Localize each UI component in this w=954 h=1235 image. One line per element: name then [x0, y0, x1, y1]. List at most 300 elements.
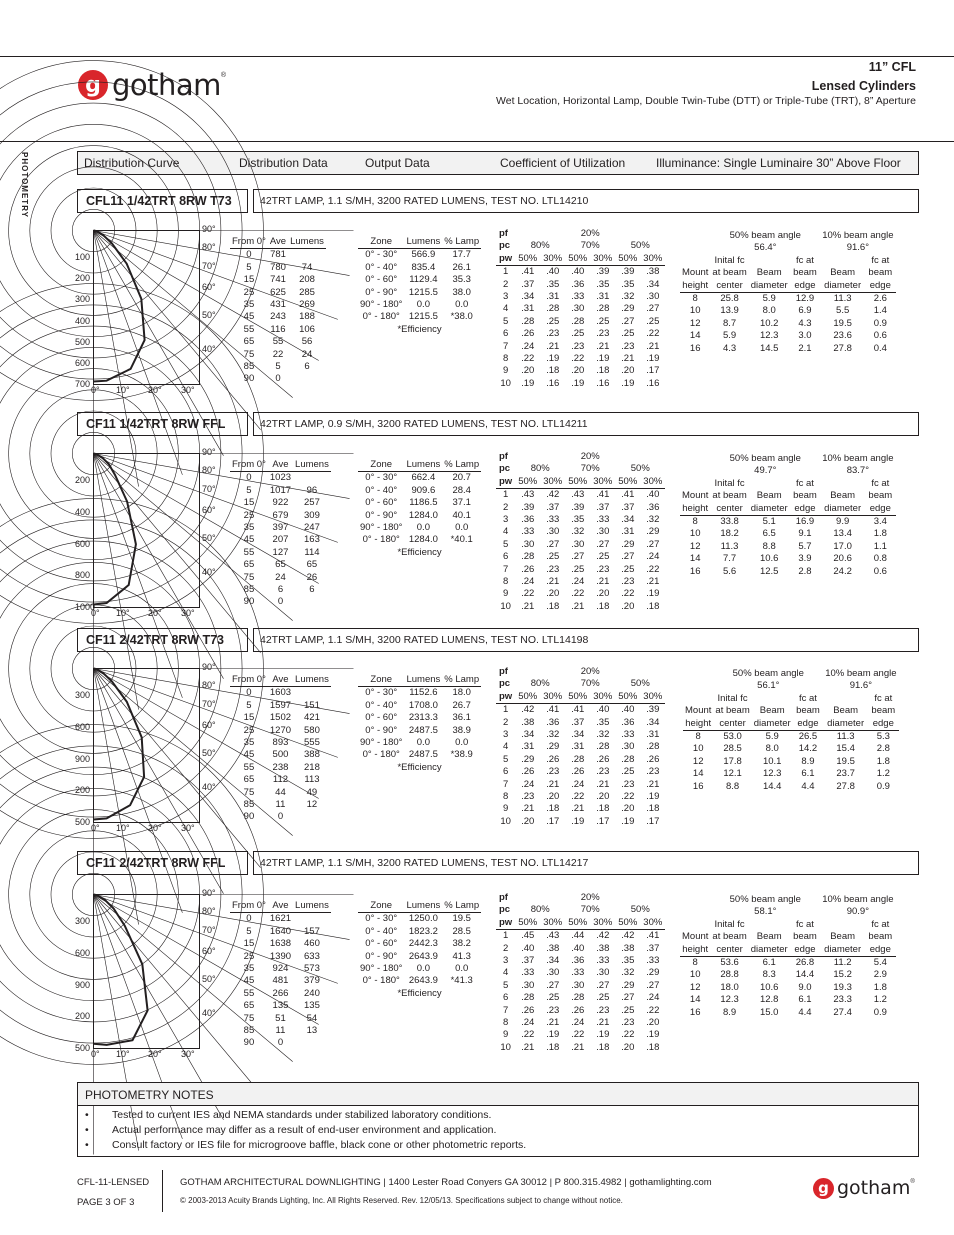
dist-cell: 44 [275, 786, 286, 798]
illum-cell: 5.4 [873, 957, 887, 969]
illum-cell: 4.3 [798, 317, 812, 329]
illum-cell: 25.8 [720, 293, 739, 305]
cu-cell: .41 [571, 704, 585, 716]
output-cell: 38.9 [452, 724, 471, 736]
table-row [230, 336, 326, 348]
table-row [230, 975, 331, 987]
illum-header: edge [790, 280, 821, 293]
dist-cell: 6 [304, 361, 310, 373]
cu-cell: .16 [596, 377, 610, 389]
cu-cell: 1 [502, 266, 509, 278]
table-row [680, 330, 896, 342]
dist-cell: 114 [304, 546, 320, 558]
dist-cell: 55 [272, 336, 284, 348]
curve-frame [94, 454, 200, 608]
cu-pc-value: 50% [630, 678, 650, 690]
cu-cell: .26 [596, 753, 610, 765]
dist-cell: 56 [301, 336, 313, 348]
output-cell: 18.0 [452, 687, 471, 699]
illum-header: at beam [715, 705, 750, 717]
cu-pw-value: 30% [640, 917, 665, 930]
cu-cell: .21 [546, 340, 560, 352]
cu-cell: .25 [621, 1004, 635, 1016]
dist-cell: 55 [243, 546, 255, 558]
illum-cell: 0.4 [873, 342, 887, 354]
cu-pc-value: 70% [580, 463, 600, 475]
illum-header: edge [865, 503, 895, 516]
table-row [230, 988, 331, 1000]
section-test-description: 42TRT LAMP, 1.1 S/MH, 3200 RATED LUMENS, TEST NO. LTL14198 [253, 628, 919, 652]
illum-cell: 14.5 [759, 342, 779, 354]
dist-cell: 1597 [269, 699, 292, 711]
illum-cell: 53.0 [723, 731, 742, 743]
output-cell: 0° - 60° [365, 497, 398, 509]
output-cell: 0.0 [455, 737, 469, 749]
cu-cell: .21 [646, 576, 660, 588]
curve-bottom-angle-label: 0° [91, 1049, 100, 1059]
illum-cell: 6.9 [798, 305, 812, 317]
cu-cell: .19 [646, 353, 660, 365]
cu-cell: 8 [502, 576, 509, 588]
cu-pc-value: 80% [530, 463, 550, 475]
dist-cell: 85 [243, 584, 255, 596]
output-cell: 0° - 40° [365, 699, 398, 711]
illum-header: at beam [712, 490, 747, 502]
illum-cell: 15.2 [833, 969, 852, 981]
cu-cell: .26 [521, 328, 535, 340]
tab-distribution-data[interactable]: Distribution Data [239, 156, 328, 170]
cu-cell: .37 [521, 955, 535, 967]
output-cell: 0° - 30° [365, 249, 398, 261]
output-cell: 17.7 [452, 249, 471, 261]
tab-distribution-curve[interactable]: Distribution Curve [84, 156, 180, 170]
cu-cell: .45 [521, 930, 535, 942]
cu-cell: .18 [596, 600, 610, 612]
illum-cell: 0.9 [873, 1006, 887, 1018]
dist-cell: 65 [243, 336, 255, 348]
curve-radial-label: 200 [75, 785, 91, 795]
table-row [496, 303, 665, 315]
distribution-curve [75, 888, 216, 1059]
cu-cell: 3 [502, 729, 509, 741]
cu-cell: 2 [502, 278, 509, 290]
beam10-value: 91.6° [846, 242, 869, 254]
illum-cell: 13.4 [833, 528, 852, 540]
cu-cell: .30 [646, 291, 660, 303]
cu-cell: 4 [502, 741, 509, 753]
cu-cell: .24 [521, 1017, 535, 1029]
cu-cell: .28 [546, 303, 560, 315]
illum-cell: 8.9 [801, 755, 815, 767]
cu-cell: .37 [521, 278, 535, 290]
table-row [230, 700, 331, 712]
output-cell: 2487.5 [408, 749, 438, 761]
cu-cell: .23 [546, 766, 560, 778]
dist-header: Lumens [295, 674, 329, 685]
cu-cell: .37 [596, 501, 610, 513]
curve-angle-label: 50° [202, 533, 216, 543]
curve-angle-label: 90° [202, 888, 216, 898]
cu-cell: .26 [646, 753, 660, 765]
table-row [496, 1005, 665, 1017]
illum-header: fc at [795, 254, 814, 266]
cu-cell: .38 [546, 942, 560, 954]
output-cell: 0° - 90° [365, 509, 398, 521]
cu-pc-value: 70% [580, 240, 600, 252]
table-row [358, 249, 481, 262]
cu-cell: .20 [521, 365, 535, 377]
curve-radial-label: 700 [75, 379, 91, 389]
table-row [230, 951, 331, 963]
curve-radial-label: 300 [75, 294, 91, 304]
table-row [230, 361, 326, 373]
cu-cell: .18 [596, 803, 610, 815]
table-row [683, 743, 899, 755]
illum-header: diameter [820, 503, 865, 516]
illum-header: Beam [759, 705, 785, 717]
cu-cell: .40 [596, 704, 610, 716]
illum-cell: 8.8 [725, 780, 740, 792]
cu-cell: .18 [646, 1041, 660, 1053]
illum-header: fc at [871, 477, 890, 489]
illum-cell: 26.8 [795, 957, 815, 969]
cu-cell: .33 [596, 514, 610, 526]
illum-cell: 12.9 [795, 293, 815, 305]
curve-bottom-angle-label: 0° [91, 823, 100, 833]
cu-cell: .23 [646, 766, 660, 778]
output-header: Zone [358, 236, 404, 249]
cu-cell: .19 [646, 588, 660, 600]
dist-cell: 151 [304, 699, 320, 711]
illum-header: Inital fc [714, 477, 745, 489]
distribution-data-table [230, 674, 331, 824]
cu-cell: .33 [521, 526, 535, 538]
cu-cell: 5 [502, 753, 509, 765]
cu-cell: .39 [521, 501, 535, 513]
dist-cell: 15 [243, 274, 255, 286]
dist-cell: 5 [246, 484, 252, 496]
curve-radial-label: 200 [75, 1011, 91, 1021]
dist-cell: 633 [304, 950, 320, 962]
cu-cell: .18 [646, 803, 660, 815]
output-cell: 1186.5 [409, 497, 438, 509]
cu-pw-value: 50% [515, 476, 540, 489]
dist-cell: 266 [272, 987, 289, 999]
cu-pw-value: 50% [515, 691, 540, 704]
cu-cell: .28 [571, 753, 585, 765]
illum-cell: 12 [692, 755, 704, 767]
cu-cell: .32 [621, 967, 635, 979]
illum-header: diameter [750, 502, 788, 514]
cu-cell: 5 [502, 538, 509, 550]
table-row [496, 766, 665, 778]
cu-cell: .35 [546, 278, 560, 290]
illum-cell: 2.6 [873, 293, 887, 305]
output-cell: *38.0 [450, 311, 473, 323]
cu-pw-value: 30% [640, 476, 665, 489]
cu-pw-value: 30% [540, 253, 565, 266]
output-cell: 1284.0 [408, 534, 438, 546]
table-row [230, 1013, 331, 1025]
dist-cell: 54 [306, 1012, 318, 1024]
output-cell: 36.1 [452, 712, 471, 724]
illum-cell: 12.5 [759, 565, 779, 577]
illuminance-table [680, 453, 896, 578]
illum-cell: 4.4 [801, 780, 815, 792]
illum-cell: 17.8 [723, 755, 742, 767]
curve-angle-label: 80° [202, 680, 216, 690]
cu-cell: .33 [571, 967, 585, 979]
table-row [230, 522, 331, 534]
dist-cell: 106 [299, 323, 315, 335]
illum-cell: 4.3 [722, 342, 737, 354]
illum-cell: 10 [689, 305, 701, 317]
dist-header: Ave [268, 674, 293, 687]
illum-cell: 23.7 [836, 768, 855, 780]
cu-pw-label: pw [496, 917, 515, 930]
illum-header: Beam [756, 931, 782, 943]
dist-cell: 388 [304, 749, 320, 761]
illum-cell: 27.4 [833, 1006, 852, 1018]
illum-header: height [683, 718, 713, 731]
cu-cell: 1 [502, 930, 509, 942]
cu-cell: .19 [571, 377, 585, 389]
beam10-value: 91.6° [849, 680, 872, 692]
table-row [496, 564, 665, 576]
dist-cell: 1638 [269, 938, 292, 950]
illum-cell: 8.7 [722, 317, 737, 329]
cu-cell: .44 [571, 930, 585, 942]
illum-cell: 8 [692, 293, 698, 305]
cu-cell: .24 [646, 992, 660, 1004]
table-row [496, 502, 665, 514]
table-row [496, 967, 665, 979]
cu-cell: .30 [546, 526, 560, 538]
output-cell: 41.3 [452, 950, 471, 962]
dist-cell: 247 [304, 522, 320, 534]
illum-header: fc at [871, 254, 890, 266]
cu-cell: .26 [546, 753, 560, 765]
dist-cell: 75 [243, 348, 255, 360]
beam50-label: 50% beam angle [729, 894, 801, 905]
cu-cell: 9 [502, 588, 509, 600]
curve-angle-label: 40° [202, 344, 216, 354]
illum-cell: 14 [692, 768, 704, 780]
illuminance-table [680, 894, 896, 1019]
curve-bottom-angle-label: 20° [148, 608, 162, 618]
cu-pc-value: 80% [530, 678, 550, 690]
illum-cell: 14 [689, 994, 701, 1006]
illum-header [749, 919, 790, 931]
table-row [496, 526, 665, 538]
cu-cell: .31 [621, 526, 635, 538]
cu-cell: 7 [502, 563, 509, 575]
cu-cell: .24 [521, 576, 535, 588]
illum-cell: 16 [689, 342, 701, 354]
cu-cell: .19 [546, 353, 560, 365]
table-row [680, 516, 896, 529]
illum-cell: 15.0 [759, 1006, 779, 1018]
cu-cell: .21 [546, 576, 560, 588]
curve-angle-label: 90° [202, 662, 216, 672]
illum-cell: 8.3 [762, 969, 776, 981]
cu-pw-value: 50% [565, 253, 590, 266]
dist-cell: 208 [299, 274, 315, 286]
cu-cell: .40 [621, 704, 635, 716]
cu-cell: .27 [546, 979, 560, 991]
table-row [496, 514, 665, 526]
dist-cell: 12 [306, 799, 318, 811]
cu-cell: .36 [571, 278, 585, 290]
dist-cell: 55 [243, 323, 255, 335]
tab-illuminance[interactable]: Illuminance: Single Luminaire 30” Above Floor [656, 156, 901, 170]
curve-radial-label: 500 [75, 337, 91, 347]
illum-cell: 14 [689, 553, 701, 565]
cu-cell: .28 [571, 992, 585, 1004]
tab-output-data[interactable]: Output Data [365, 156, 430, 170]
cu-cell: .43 [571, 489, 585, 501]
output-cell: 0° - 90° [365, 724, 398, 736]
output-cell: *38.9 [450, 749, 473, 761]
cu-cell: .16 [646, 377, 660, 389]
illum-cell: 8.8 [762, 540, 776, 552]
cu-cell: .39 [596, 266, 610, 278]
output-cell: 0° - 30° [365, 913, 398, 925]
table-row [680, 957, 896, 970]
output-cell: 20.7 [452, 472, 471, 484]
product-title-size: 11” CFL [868, 60, 916, 74]
dist-cell: 431 [270, 299, 286, 311]
cu-pw-value: 30% [640, 253, 665, 266]
photometry-tab-bar [77, 151, 919, 175]
output-cell: 0.0 [455, 522, 469, 534]
cu-cell: 10 [500, 600, 511, 612]
footer-brand-name: gotham [837, 1177, 911, 1199]
dist-cell: 379 [304, 975, 320, 987]
illum-cell: 5.1 [762, 516, 776, 528]
table-row [230, 913, 331, 926]
table-row [358, 274, 481, 286]
cu-cell: .19 [596, 1029, 610, 1041]
curve-radial-label: 900 [75, 980, 91, 990]
cu-cell: .40 [571, 266, 585, 278]
cu-pw-value: 50% [615, 476, 640, 489]
cu-cell: .24 [521, 778, 535, 790]
illum-cell: 3.4 [873, 516, 887, 528]
table-row [496, 930, 665, 943]
dist-cell: 51 [275, 1012, 286, 1024]
cu-pw-value: 30% [540, 476, 565, 489]
cu-cell: .23 [621, 1017, 635, 1029]
curve-angle-label: 70° [202, 484, 216, 494]
illum-header: edge [793, 718, 824, 731]
illum-header: fc at [874, 692, 893, 704]
cu-pf-value: 20% [580, 892, 600, 903]
cu-cell: .32 [571, 526, 585, 538]
cu-pf-label: pf [499, 892, 508, 903]
table-row [496, 1042, 665, 1054]
cu-cell: .41 [546, 704, 560, 716]
output-cell: 0.0 [416, 963, 430, 975]
illum-cell: 0.8 [873, 553, 887, 565]
table-row [230, 687, 331, 700]
table-row [496, 489, 665, 502]
cu-cell: .26 [521, 563, 535, 575]
photometry-notes-heading: PHOTOMETRY NOTES [77, 1082, 919, 1106]
cu-cell: .39 [621, 266, 635, 278]
dist-cell: 25 [243, 509, 255, 521]
cu-cell: .26 [521, 1004, 535, 1016]
curve-bottom-angle-label: 20° [148, 1049, 162, 1059]
footer-registered-mark: ® [910, 1179, 915, 1185]
cu-cell: .17 [646, 815, 660, 827]
footer-gotham-logo [813, 1177, 915, 1199]
illum-cell: 17.0 [833, 540, 852, 552]
dist-cell: 24 [301, 348, 313, 360]
cu-cell: .27 [621, 551, 635, 563]
illum-cell: 11.3 [836, 731, 855, 743]
illum-header: height [680, 280, 710, 293]
output-cell: 1284.0 [408, 509, 438, 521]
cu-cell: .32 [596, 729, 610, 741]
cu-cell: .30 [621, 741, 635, 753]
output-cell: 0° - 40° [365, 484, 398, 496]
cu-cell: .30 [521, 538, 535, 550]
illum-cell: 5.6 [722, 565, 737, 577]
table-row [230, 596, 331, 608]
cu-cell: .21 [521, 600, 535, 612]
beam50-label: 50% beam angle [732, 668, 804, 679]
dist-cell: 15 [243, 497, 255, 509]
curve-radial-label: 300 [75, 916, 91, 926]
output-cell: 0° - 40° [365, 925, 398, 937]
cu-cell: 7 [502, 1004, 509, 1016]
dist-cell: 0 [246, 687, 252, 699]
dist-cell: 0 [277, 1037, 284, 1049]
beam10-label: 10% beam angle [825, 668, 897, 679]
table-row [496, 539, 665, 551]
cu-cell: .38 [596, 942, 610, 954]
table-row [358, 311, 481, 323]
dist-cell: 0 [275, 373, 281, 385]
cu-pw-value: 50% [615, 253, 640, 266]
cu-cell: .22 [521, 353, 535, 365]
dist-cell: 285 [299, 286, 315, 298]
note-item: • Tested to current IES and NEMA standards under stabilized laboratory conditions. [85, 1109, 492, 1121]
dist-cell: 5 [246, 699, 252, 711]
illum-cell: 11.3 [720, 540, 739, 552]
cu-cell: .18 [596, 365, 610, 377]
curve-bottom-angle-label: 10° [116, 608, 130, 618]
curve-radial-label: 1000 [75, 602, 96, 612]
table-row [358, 547, 481, 559]
dist-cell: 13 [306, 1025, 318, 1037]
cu-pf-value: 20% [580, 228, 600, 239]
table-row [230, 299, 326, 311]
tab-coefficient-of-utilization[interactable]: Coefficient of Utilization [500, 156, 626, 170]
table-row [496, 943, 665, 955]
note-item: • Actual performance may differ as a result of end-user environment and application. [85, 1124, 497, 1136]
cu-cell: .30 [521, 979, 535, 991]
cu-cell: .25 [621, 563, 635, 575]
curve-bottom-angle-label: 30° [181, 1049, 195, 1059]
dist-cell: 0 [246, 913, 252, 925]
cu-cell: .30 [596, 526, 610, 538]
cu-cell: .27 [571, 551, 585, 563]
dist-cell: 741 [270, 274, 286, 286]
table-row [358, 725, 481, 737]
curve-radial-label: 200 [75, 273, 91, 283]
